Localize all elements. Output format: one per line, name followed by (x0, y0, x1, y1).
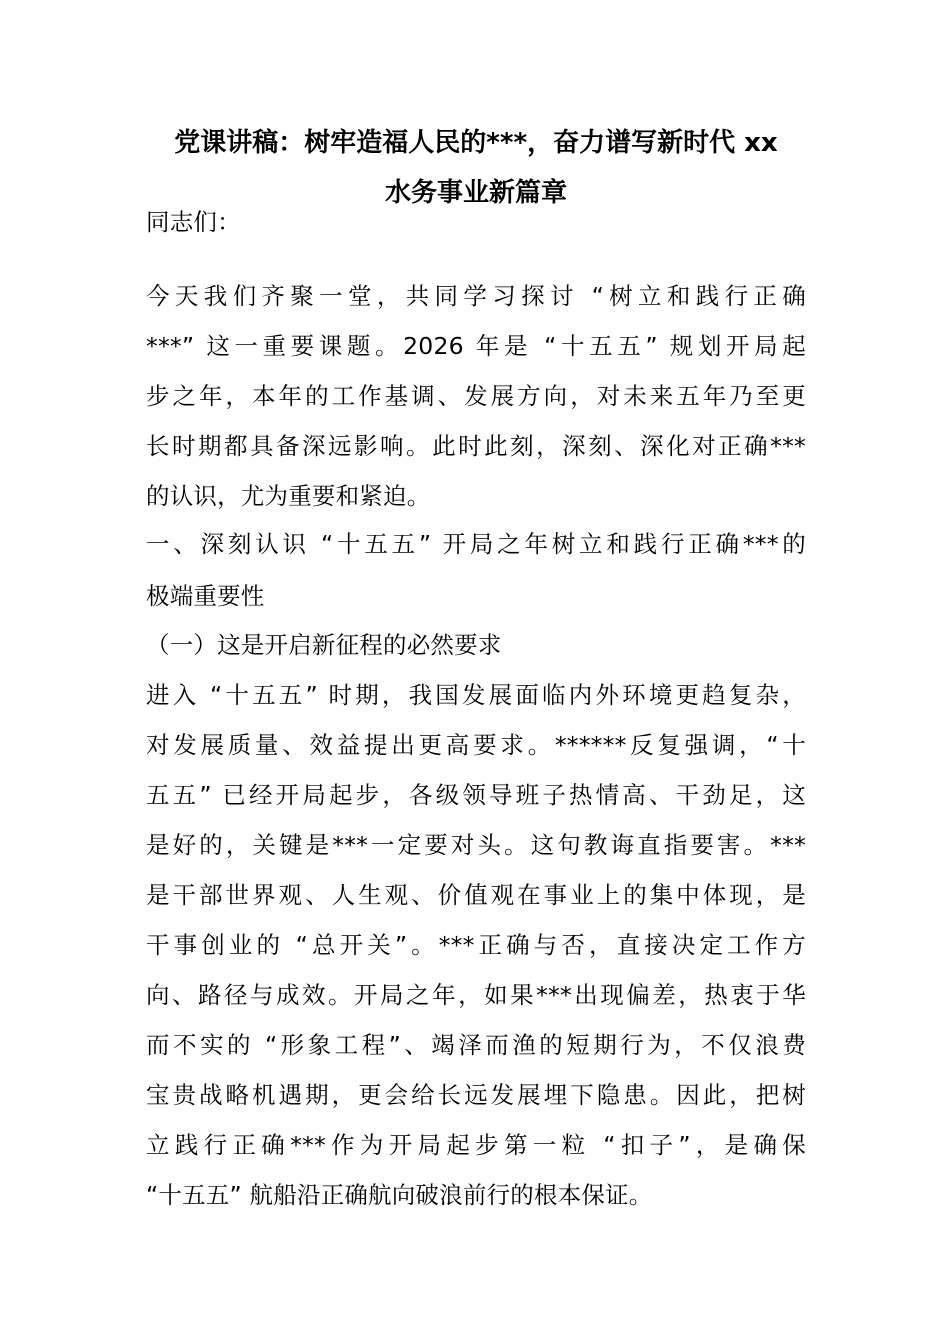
paragraph-line: 今天我们齐聚一堂，共同学习探讨 “树立和践行正确 (146, 282, 806, 310)
paragraph-line: “十五五” 航船沿正确航向破浪前行的根本保证。 (146, 1181, 653, 1209)
paragraph-line: ***” 这一重要课题。2026 年是 “十五五” 规划开局起 (146, 332, 806, 360)
section-heading-line: 一、深刻认识 “十五五” 开局之年树立和践行正确***的 (146, 530, 806, 558)
salutation: 同志们： (146, 208, 241, 236)
section-heading-line: 极端重要性 (146, 582, 265, 610)
document-title-line-1: 党课讲稿：树牢造福人民的***，奋力谱写新时代 xx (174, 128, 778, 158)
paragraph-line: 步之年，本年的工作基调、发展方向，对未来五年乃至更 (146, 382, 806, 410)
paragraph-line: 是好的，关键是***一定要对头。这句教诲直指要害。*** (146, 831, 806, 859)
subsection-heading: （一）这是开启新征程的必然要求 (146, 631, 502, 659)
paragraph-line: 长时期都具备深远影响。此时此刻，深刻、深化对正确*** (146, 432, 806, 460)
paragraph-line: 对发展质量、效益提出更高要求。******反复强调，“十 (146, 731, 806, 759)
paragraph-line: 进入 “十五五” 时期，我国发展面临内外环境更趋复杂， (146, 681, 806, 709)
paragraph-line: 宝贵战略机遇期，更会给长远发展埋下隐患。因此，把树 (146, 1081, 806, 1109)
paragraph-line: 的认识，尤为重要和紧迫。 (146, 482, 431, 510)
paragraph-line: 干事创业的 “总开关”。***正确与否，直接决定工作方 (146, 931, 806, 959)
document-title-line-2: 水务事业新篇章 (384, 178, 567, 208)
paragraph-line: 是干部世界观、人生观、价值观在事业上的集中体现，是 (146, 881, 806, 909)
paragraph-line: 向、路径与成效。开局之年，如果***出现偏差，热衷于华 (146, 981, 806, 1009)
paragraph-line: 立践行正确***作为开局起步第一粒 “扣子”，是确保 (146, 1131, 806, 1159)
paragraph-line: 而不实的 “形象工程”、竭泽而渔的短期行为，不仅浪费 (146, 1031, 806, 1059)
paragraph-line: 五五” 已经开局起步，各级领导班子热情高、干劲足，这 (146, 781, 806, 809)
